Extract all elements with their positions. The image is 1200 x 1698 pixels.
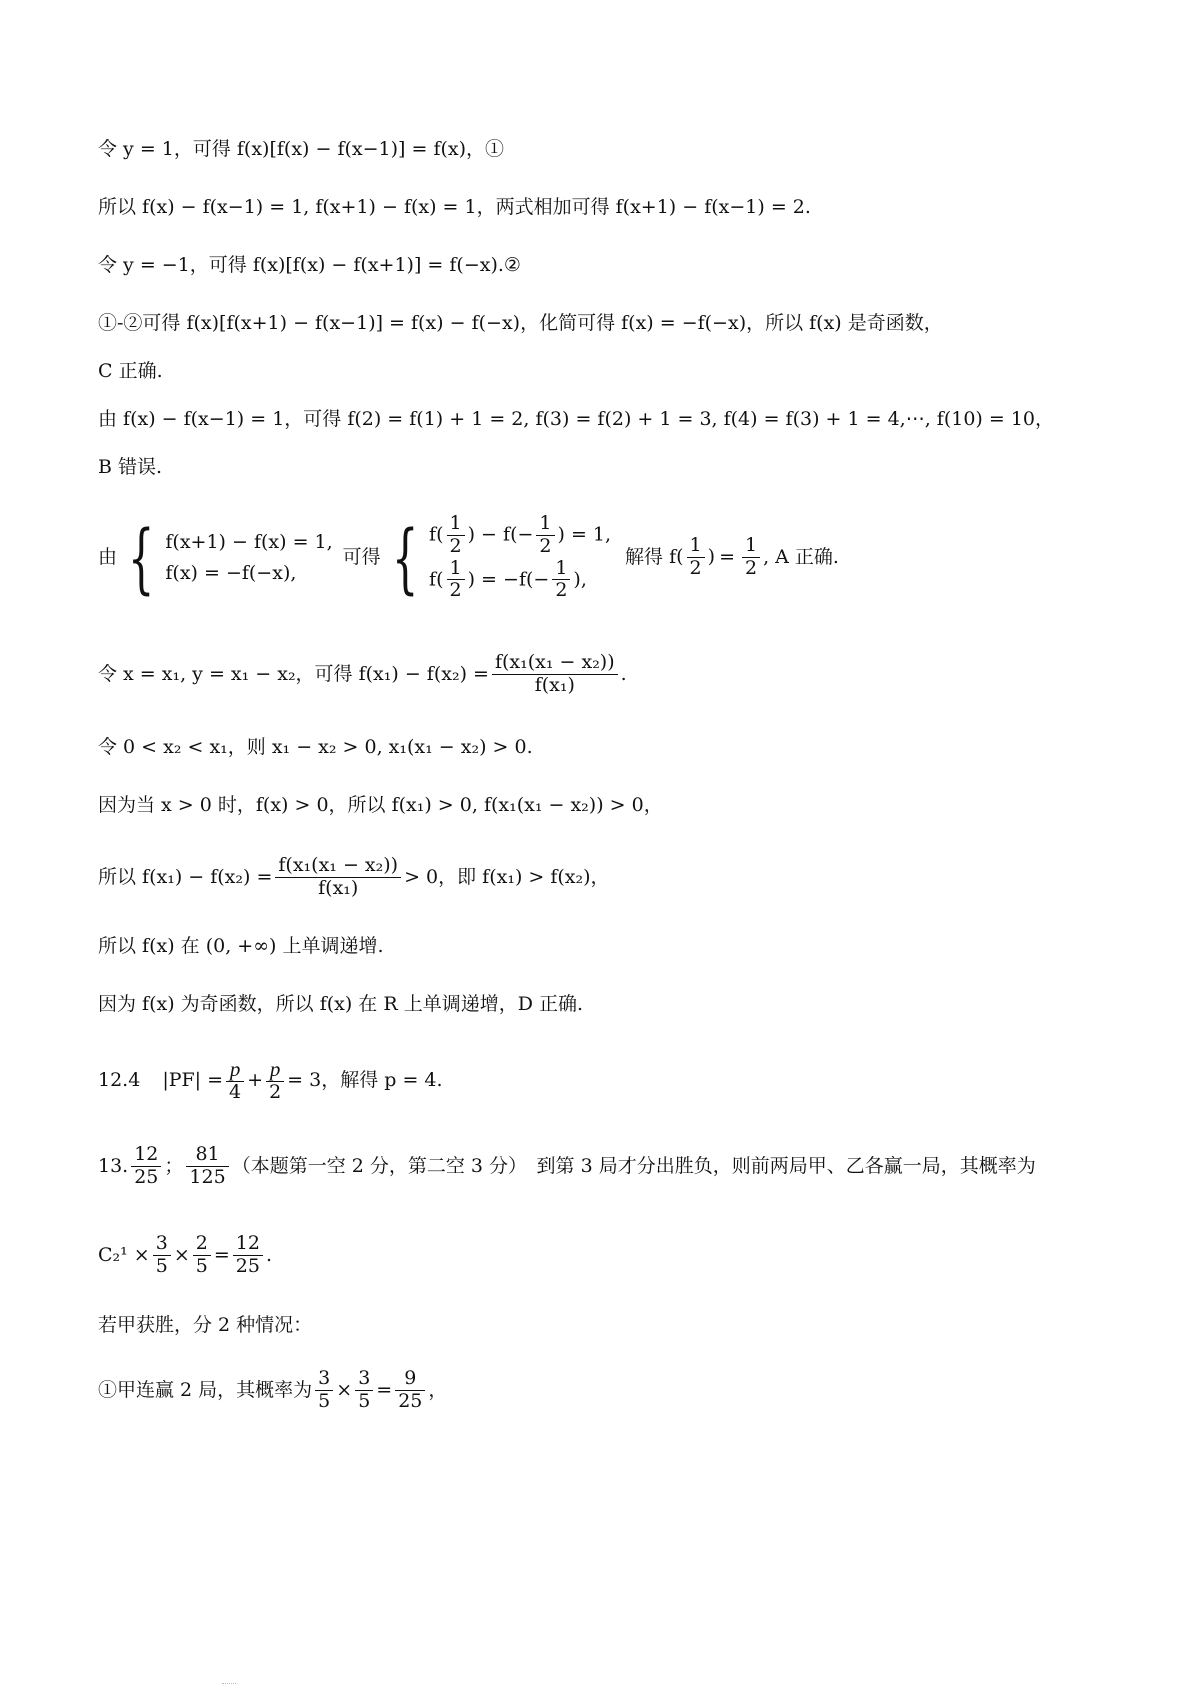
fraction: $\frac{1}{2}$ <box>742 535 760 580</box>
fraction: $\frac{1}{2}$ <box>687 535 705 580</box>
fraction: $\frac{1}{2}$ <box>447 558 465 603</box>
fraction: $\frac{12}{25}$ <box>233 1233 263 1278</box>
system-row-2: f(x) = −f(−x), <box>165 561 297 584</box>
system-block: 由 { f(x+1) − f(x) = 1, f(x) = −f(−x), 可得 { f( $\frac{1}{2}$ ) − f(− $\frac{1}{2}$ ) = 1, f( $\frac{1}{2}$ ) = −f(− $\frac{1}{2}$ ), 解得 f ( $\frac{1}{2}$ ) = $\frac{1}{2}$ , A 正确. <box>98 511 839 602</box>
q13-calculation: C₂¹ × $\frac{3}{5}$ × $\frac{2}{5}$ = $\frac{12}{25}$ . <box>98 1231 272 1277</box>
question-13: 13. $\frac{12}{25}$ ； $\frac{81}{125}$ （本题第一空 2 分，第二空 3 分） 到第 3 局才分出胜负，则前两局甲、乙各赢一局，其概率为 <box>98 1142 1036 1188</box>
left-brace-icon: { <box>391 512 419 602</box>
system-tail: , A 正确. <box>763 546 839 568</box>
fraction: $\frac{1}{2}$ <box>536 513 554 558</box>
line-monotonic: 所以 f(x) 在 (0, +∞) 上单调递增. <box>98 935 384 957</box>
system-result-row-2: f( $\frac{1}{2}$ ) = −f(− $\frac{1}{2}$ ), <box>429 556 587 602</box>
fraction: $\frac{3}{5}$ <box>315 1368 333 1413</box>
solve-label: 解得 f <box>625 546 677 568</box>
line-5: C 正确. <box>98 360 163 382</box>
system-right <box>429 513 611 602</box>
line-substitution: 令 x = x₁, y = x₁ − x₂，可得 f(x₁) − f(x₂) = $\frac{\text{f(x₁(x₁ − x₂))}}{\text{f(x₁)}}$ . <box>98 650 627 696</box>
fraction: $\frac{81}{125}$ <box>186 1144 228 1189</box>
footer-mark <box>222 1683 236 1684</box>
line-odd: 因为 f(x) 为奇函数，所以 f(x) 在 R 上单调递增，D 正确. <box>98 993 584 1015</box>
fraction: $\frac{12}{25}$ <box>131 1144 161 1189</box>
fraction: $\frac{p}{2}$ <box>266 1057 284 1104</box>
left-brace-icon: { <box>127 512 155 602</box>
system-mid: 可得 <box>342 546 381 568</box>
q13-cases: 若甲获胜，分 2 种情况： <box>98 1314 313 1336</box>
line-6: 由 f(x) − f(x−1) = 1，可得 f(2) = f(1) + 1 = 2, f(3) = f(2) + 1 = 3, f(4) = f(3) + 1 = 4,⋯, f(10) = 10， <box>98 408 1055 430</box>
line-fraction-compare: 所以 f(x₁) − f(x₂) = $\frac{\text{f(x₁(x₁ − x₂))}}{\text{f(x₁)}}$ > 0，即 f(x₁) > f(x₂)， <box>98 853 610 899</box>
question-12: 12.4 |PF| = $\frac{p}{4}$ + $\frac{p}{2}$ = 3，解得 p = 4. <box>98 1056 443 1103</box>
line-4: ①-②可得 f(x)[f(x+1) − f(x−1)] = f(x) − f(−x)，化简可得 f(x) = −f(−x)，所以 f(x) 是奇函数， <box>98 312 943 334</box>
system-row-1: f(x+1) − f(x) = 1, <box>165 531 333 554</box>
line-1: 令 y = 1，可得 f(x)[f(x) − f(x−1)] = f(x)，① <box>98 138 505 160</box>
fraction: $\frac{1}{2}$ <box>447 513 465 558</box>
fraction: $\frac{3}{5}$ <box>355 1368 373 1413</box>
fraction: $\frac{2}{5}$ <box>193 1233 211 1278</box>
system-left <box>165 527 332 588</box>
fraction: $\frac{\text{f(x₁(x₁ − x₂))}}{\text{f(x₁)}}$ <box>492 652 618 697</box>
fraction: $\frac{1}{2}$ <box>552 558 570 603</box>
q13-case-1: ①甲连赢 2 局，其概率为 $\frac{3}{5}$ × $\frac{3}{5}$ = $\frac{9}{25}$ ， <box>98 1366 448 1412</box>
fraction: $\frac{3}{5}$ <box>153 1233 171 1278</box>
line-2: 所以 f(x) − f(x−1) = 1, f(x+1) − f(x) = 1，两式相加可得 f(x+1) − f(x−1) = 2. <box>98 196 811 218</box>
system-result-row-1: f( $\frac{1}{2}$ ) − f(− $\frac{1}{2}$ ) = 1, <box>429 511 612 557</box>
fraction: $\frac{\text{f(x₁(x₁ − x₂))}}{\text{f(x₁)}}$ <box>275 855 401 900</box>
system-lead: 由 <box>98 546 118 568</box>
fraction: $\frac{9}{25}$ <box>395 1368 425 1413</box>
line-positive: 因为当 x > 0 时，f(x) > 0，所以 f(x₁) > 0, f(x₁(x₁ − x₂)) > 0， <box>98 794 663 816</box>
line-7: B 错误. <box>98 456 163 478</box>
question-number: 13. <box>98 1154 129 1177</box>
question-number: 12.4 <box>98 1068 141 1091</box>
line-3: 令 y = −1，可得 f(x)[f(x) − f(x+1)] = f(−x).② <box>98 254 521 276</box>
line-inequality: 令 0 < x₂ < x₁，则 x₁ − x₂ > 0, x₁(x₁ − x₂) > 0. <box>98 736 533 758</box>
fraction: $\frac{p}{4}$ <box>226 1057 244 1104</box>
